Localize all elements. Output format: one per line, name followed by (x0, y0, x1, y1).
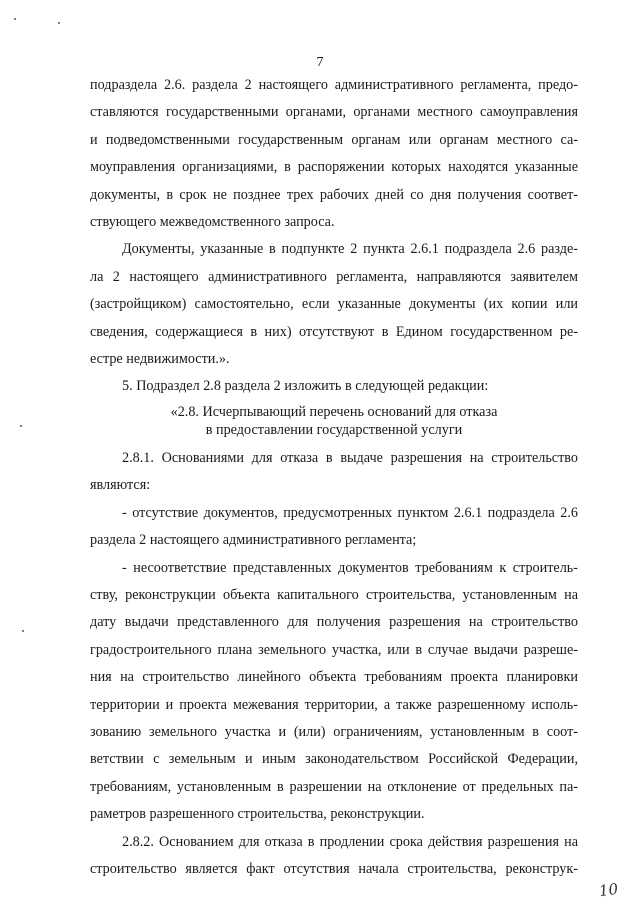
scan-speck (14, 18, 16, 20)
text-line: раметров разрешенного строительства, реконструкции. (90, 806, 425, 823)
scan-speck (58, 22, 60, 24)
text-line: ставляются государственными органами, органами местного самоуправления (90, 104, 578, 121)
section-heading-line: «2.8. Исчерпывающий перечень оснований для отказа (170, 403, 498, 420)
list-item-line: - отсутствие документов, предусмотренных пунктом 2.6.1 подраздела 2.6 (122, 504, 578, 521)
text-line: ветствии с земельным и иным законодательством Российской Федерации, (90, 751, 578, 768)
text-line: 2.8.1. Основаниями для отказа в выдаче разрешения на строительство (122, 449, 578, 466)
text-line: ния на строительство линейного объекта требованиям проекта планировки (90, 669, 578, 686)
text-line: Документы, указанные в подпункте 2 пункта 2.6.1 подраздела 2.6 разде- (122, 241, 578, 258)
text-line: зованию земельного участка и (или) ограничениям, установленным в соот- (90, 723, 578, 740)
text-line: сведения, содержащиеся в них) отсутствуют в Едином государственном ре- (90, 323, 578, 340)
page-number: 7 (316, 55, 324, 70)
list-item-line: - несоответствие представленных документов требованиям к строитель- (122, 559, 578, 576)
text-line: раздела 2 настоящего административного регламента; (90, 532, 417, 549)
text-line: ствующего межведомственного запроса. (90, 214, 335, 231)
document-body (90, 72, 578, 883)
text-line: требованиям, установленным в разрешении на отклонение от предельных па- (90, 778, 578, 795)
text-line: территории и проекта межевания территории, а также разрешенному исполь- (90, 696, 578, 713)
section-heading-line: в предоставлении государственной услуги (205, 421, 463, 438)
text-line: являются: (90, 477, 151, 494)
text-line: (застройщиком) самостоятельно, если указанные документы (их копии или (90, 296, 578, 313)
text-line: ла 2 настоящего административного регламента, направляются заявителем (90, 268, 578, 285)
text-line: естре недвижимости.». (90, 351, 230, 368)
text-line: 2.8.2. Основанием для отказа в продлении срока действия разрешения на (122, 833, 578, 850)
text-line: 5. Подраздел 2.8 раздела 2 изложить в следующей редакции: (122, 378, 489, 395)
text-line: документы, в срок не позднее трех рабочих дней со дня получения соответ- (90, 186, 578, 203)
text-line: подраздела 2.6. раздела 2 настоящего административного регламента, предо- (90, 77, 578, 93)
text-line: моуправления организациями, в распоряжении которых находятся указанные (90, 159, 578, 176)
text-line: дату выдачи представленного для получения разрешения на строительство (90, 614, 578, 631)
text-line: ству, реконструкции объекта капитального строительства, установленным на (90, 586, 578, 603)
scan-speck (20, 425, 22, 427)
text-line: градостроительного плана земельного участка, или в случае выдачи разреше- (90, 641, 578, 658)
handwritten-page-mark: 10 (597, 879, 620, 901)
text-line: строительство является факт отсутствия начала строительства, реконструк- (90, 860, 578, 877)
text-line: и подведомственными государственным органам или органам местного са- (90, 131, 578, 148)
scan-speck (22, 630, 24, 632)
